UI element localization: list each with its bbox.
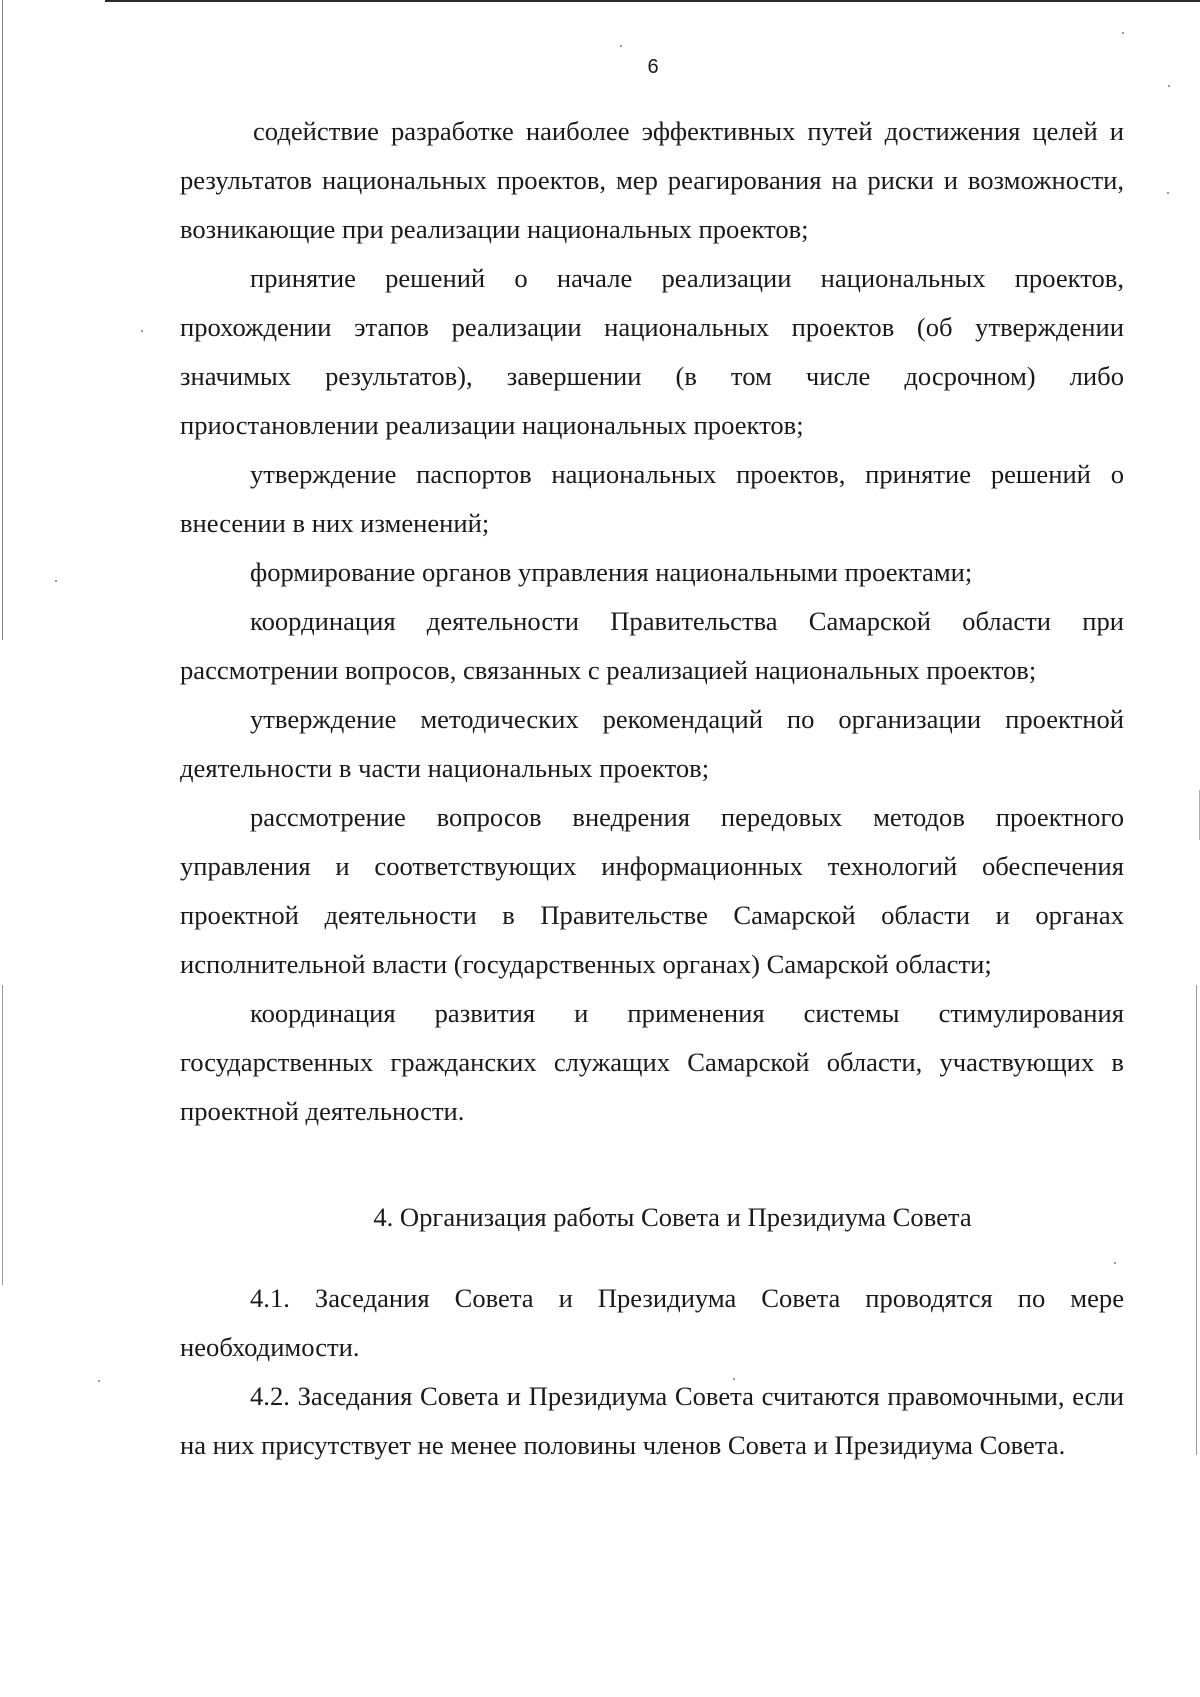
paragraph: 4.2. Заседания Совета и Президиума Совета считаются правомочными, если на них присутствует не менее половины членов Совета и Президиума Совета. xyxy=(180,1381,1124,1460)
scan-speck xyxy=(1168,85,1170,87)
scan-speck xyxy=(1167,192,1169,194)
spacer xyxy=(180,1242,1124,1274)
paragraph: координация развития и применения системы стимулирования государственных гражданских служащих Самарской области, участвующих в проектной деятельности. xyxy=(180,998,1124,1126)
paragraph: 4.1. Заседания Совета и Президиума Совета проводятся по мере необходимости. xyxy=(180,1283,1124,1362)
scan-artifact-right-1 xyxy=(1196,985,1197,1455)
scan-speck xyxy=(1122,32,1124,34)
paragraph: утверждение паспортов национальных проектов, принятие решений о внесении в них изменений; xyxy=(180,459,1124,538)
paragraph: принятие решений о начале реализации национальных проектов, прохождении этапов реализации национальных проектов (об утверждении значимых результатов), завершении (в том числе досрочном) либо приостановлении реализации национальных проектов; xyxy=(180,263,1124,440)
scan-speck xyxy=(141,330,143,332)
paragraph: утверждение методических рекомендаций по организации проектной деятельности в части национальных проектов; xyxy=(180,704,1124,783)
scan-artifact-left-2 xyxy=(2,985,3,1285)
document-body xyxy=(180,107,1124,1470)
scan-top-edge xyxy=(105,0,1200,2)
scan-speck xyxy=(98,1380,100,1382)
paragraph: содействие разработке наиболее эффективных путей достижения целей и результатов национальных проектов, мер реагирования на риски и возможности, возникающие при реализации национальных проектов; xyxy=(180,116,1124,244)
section-heading: 4. Организация работы Совета и Президиума Совета xyxy=(373,1202,972,1232)
paragraph: формирование органов управления национальными проектами; xyxy=(250,557,973,587)
paragraph: рассмотрение вопросов внедрения передовых методов проектного управления и соответствующих информационных технологий обеспечения проектной деятельности в Правительстве Самарской области и органах исполнительной власти (государственных органах) Самарской области; xyxy=(180,802,1124,979)
scan-speck xyxy=(55,580,57,582)
paragraph: координация деятельности Правительства Самарской области при рассмотрении вопросов, связанных с реализацией национальных проектов; xyxy=(180,606,1124,685)
scan-artifact-left-1 xyxy=(2,0,3,640)
scan-speck xyxy=(620,45,622,47)
page-number: 6 xyxy=(647,56,659,78)
